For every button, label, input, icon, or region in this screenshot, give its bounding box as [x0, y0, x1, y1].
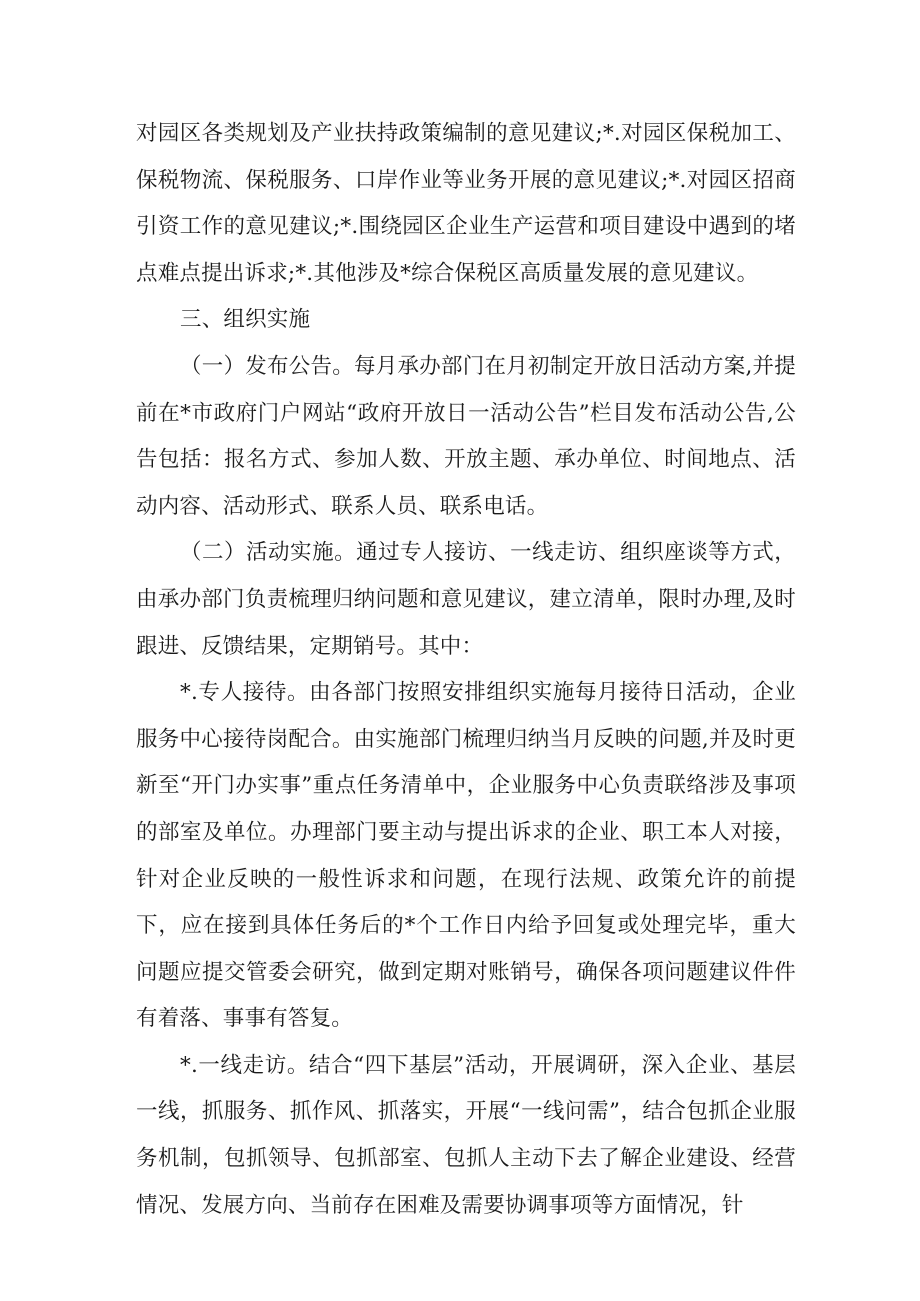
- paragraph-continuation: 对园区各类规划及产业扶持政策编制的意见建议;*.对园区保税加工、保税物流、保税服务、口岸作业等业务开展的意见建议;*.对园区招商引资工作的意见建议;*.围绕园区企业生产运营和项目建设中遇到的堵点难点提出诉求;*.其他涉及*综合保税区高质量发展的意见建议。: [136, 121, 796, 286]
- section-heading: 三、组织实施: [180, 307, 311, 333]
- paragraph-dedicated-reception: *.专人接待。由各部门按照安排组织实施每月接待日活动，企业服务中心接待岗配合。由实施部门梳理归纳当月反映的问题,并及时更新至“开门办实事”重点任务清单中，企业服务中心负责联络涉及事项的部室及单位。办理部门要主动与提出诉求的企业、职工本人对接，针对企业反映的一般性诉求和问题，在现行法规、政策允许的前提下，应在接到具体任务后的*个工作日内给予回复或处理完毕，重大问题应提交管委会研究，做到定期对账销号，确保各项问题建议件件有着落、事事有答复。: [136, 680, 796, 1032]
- paragraph-activity-implementation: （二）活动实施。通过专人接访、一线走访、组织座谈等方式，由承办部门负责梳理归纳问题和意见建议，建立清单，限时办理,及时跟进、反馈结果，定期销号。其中：: [136, 540, 796, 659]
- document-body: [136, 111, 796, 1229]
- paragraph-publish-notice: （一）发布公告。每月承办部门在月初制定开放日活动方案,并提前在*市政府门户网站“政府开放日一活动公告”栏目发布活动公告,公告包括：报名方式、参加人数、开放主题、承办单位、时间地点、活动内容、活动形式、联系人员、联系电话。: [136, 353, 796, 519]
- paragraph-frontline-visit: *.一线走访。结合“四下基层”活动，开展调研，深入企业、基层一线，抓服务、抓作风、抓落实，开展“一线问需”，结合包抓企业服务机制，包抓领导、包抓部室、包抓人主动下去了解企业建设、经营情况、发展方向、当前存在困难及需要协调事项等方面情况，针: [136, 1052, 796, 1218]
